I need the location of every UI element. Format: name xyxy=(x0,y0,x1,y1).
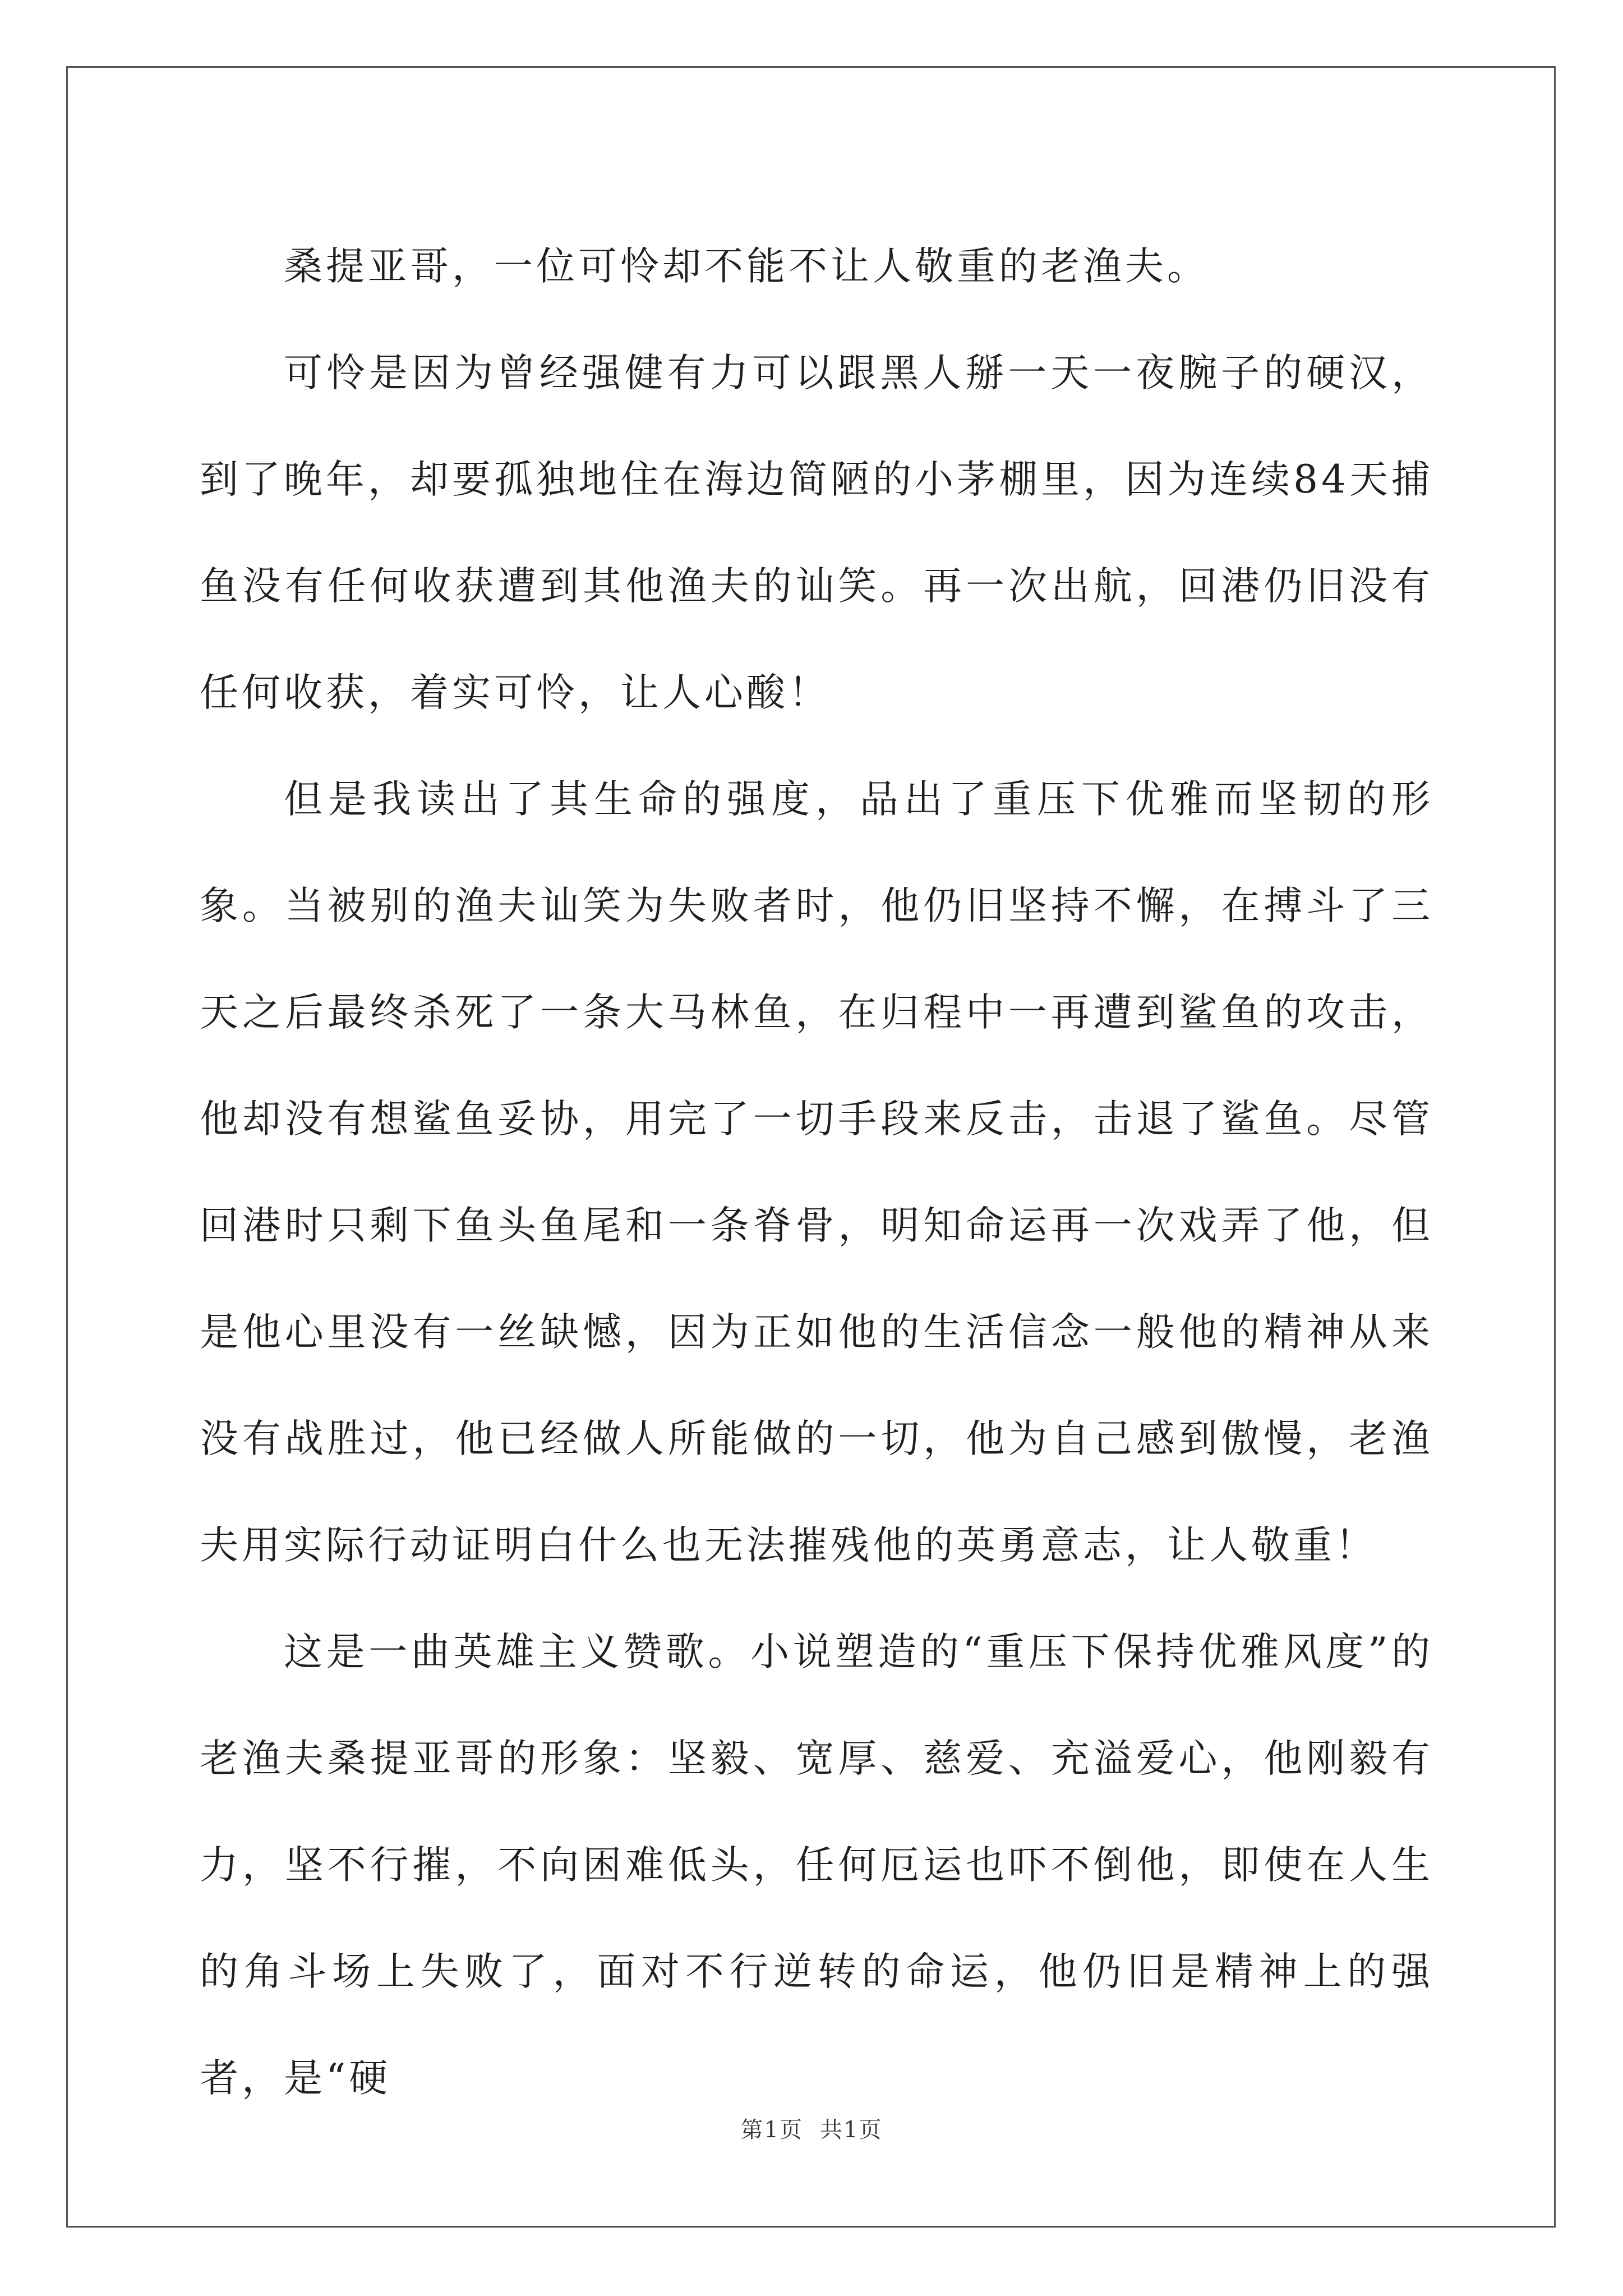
paragraph-1: 桑提亚哥，一位可怜却不能不让人敬重的老渔夫。 xyxy=(284,244,1209,289)
paragraph-3: 但是我读出了其生命的强度，品出了重压下优雅而坚韧的形象。当被别的渔夫讪笑为失败者时，他仍旧坚持不懈，在搏斗了三天之后最终杀死了一条大马林鱼，在归程中一再遭到鲨鱼的攻击，他却没有想鲨鱼妥协，用完了一切手段来反击，击退了鲨鱼。尽管回港时只剩下鱼头鱼尾和一条脊骨，明知命运再一次戏弄了他，但是他心里没有一丝缺憾，因为正如他的生活信念一般他的精神从来没有战胜过，他已经做人所能做的一切，他为自己感到傲慢，老渔夫用实际行动证明白什么也无法摧残他的英勇意志，让人敬重！ xyxy=(200,777,1433,1568)
paragraph-4: 这是一曲英雄主义赞歌。小说塑造的“重压下保持优雅风度”的老渔夫桑提亚哥的形象：坚毅、宽厚、慈爱、充溢爱心，他刚毅有力，坚不行摧，不向困难低头，任何厄运也吓不倒他，即使在人生的角斗场上失败了，面对不行逆转的命运，他仍旧是精神上的强者，是“硬 xyxy=(200,1630,1433,2101)
page-number: 第1页 xyxy=(740,2117,803,2143)
page-total: 共1页 xyxy=(820,2117,883,2143)
page-footer xyxy=(0,2112,1623,2144)
paragraph-2: 可怜是因为曾经强健有力可以跟黑人掰一天一夜腕子的硬汉，到了晚年，却要孤独地住在海边简陋的小茅棚里，因为连续84天捕鱼没有任何收获遭到其他渔夫的讪笑。再一次出航，回港仍旧没有任何收获，着实可怜，让人心酸！ xyxy=(200,351,1433,715)
document-body xyxy=(200,213,1433,2132)
